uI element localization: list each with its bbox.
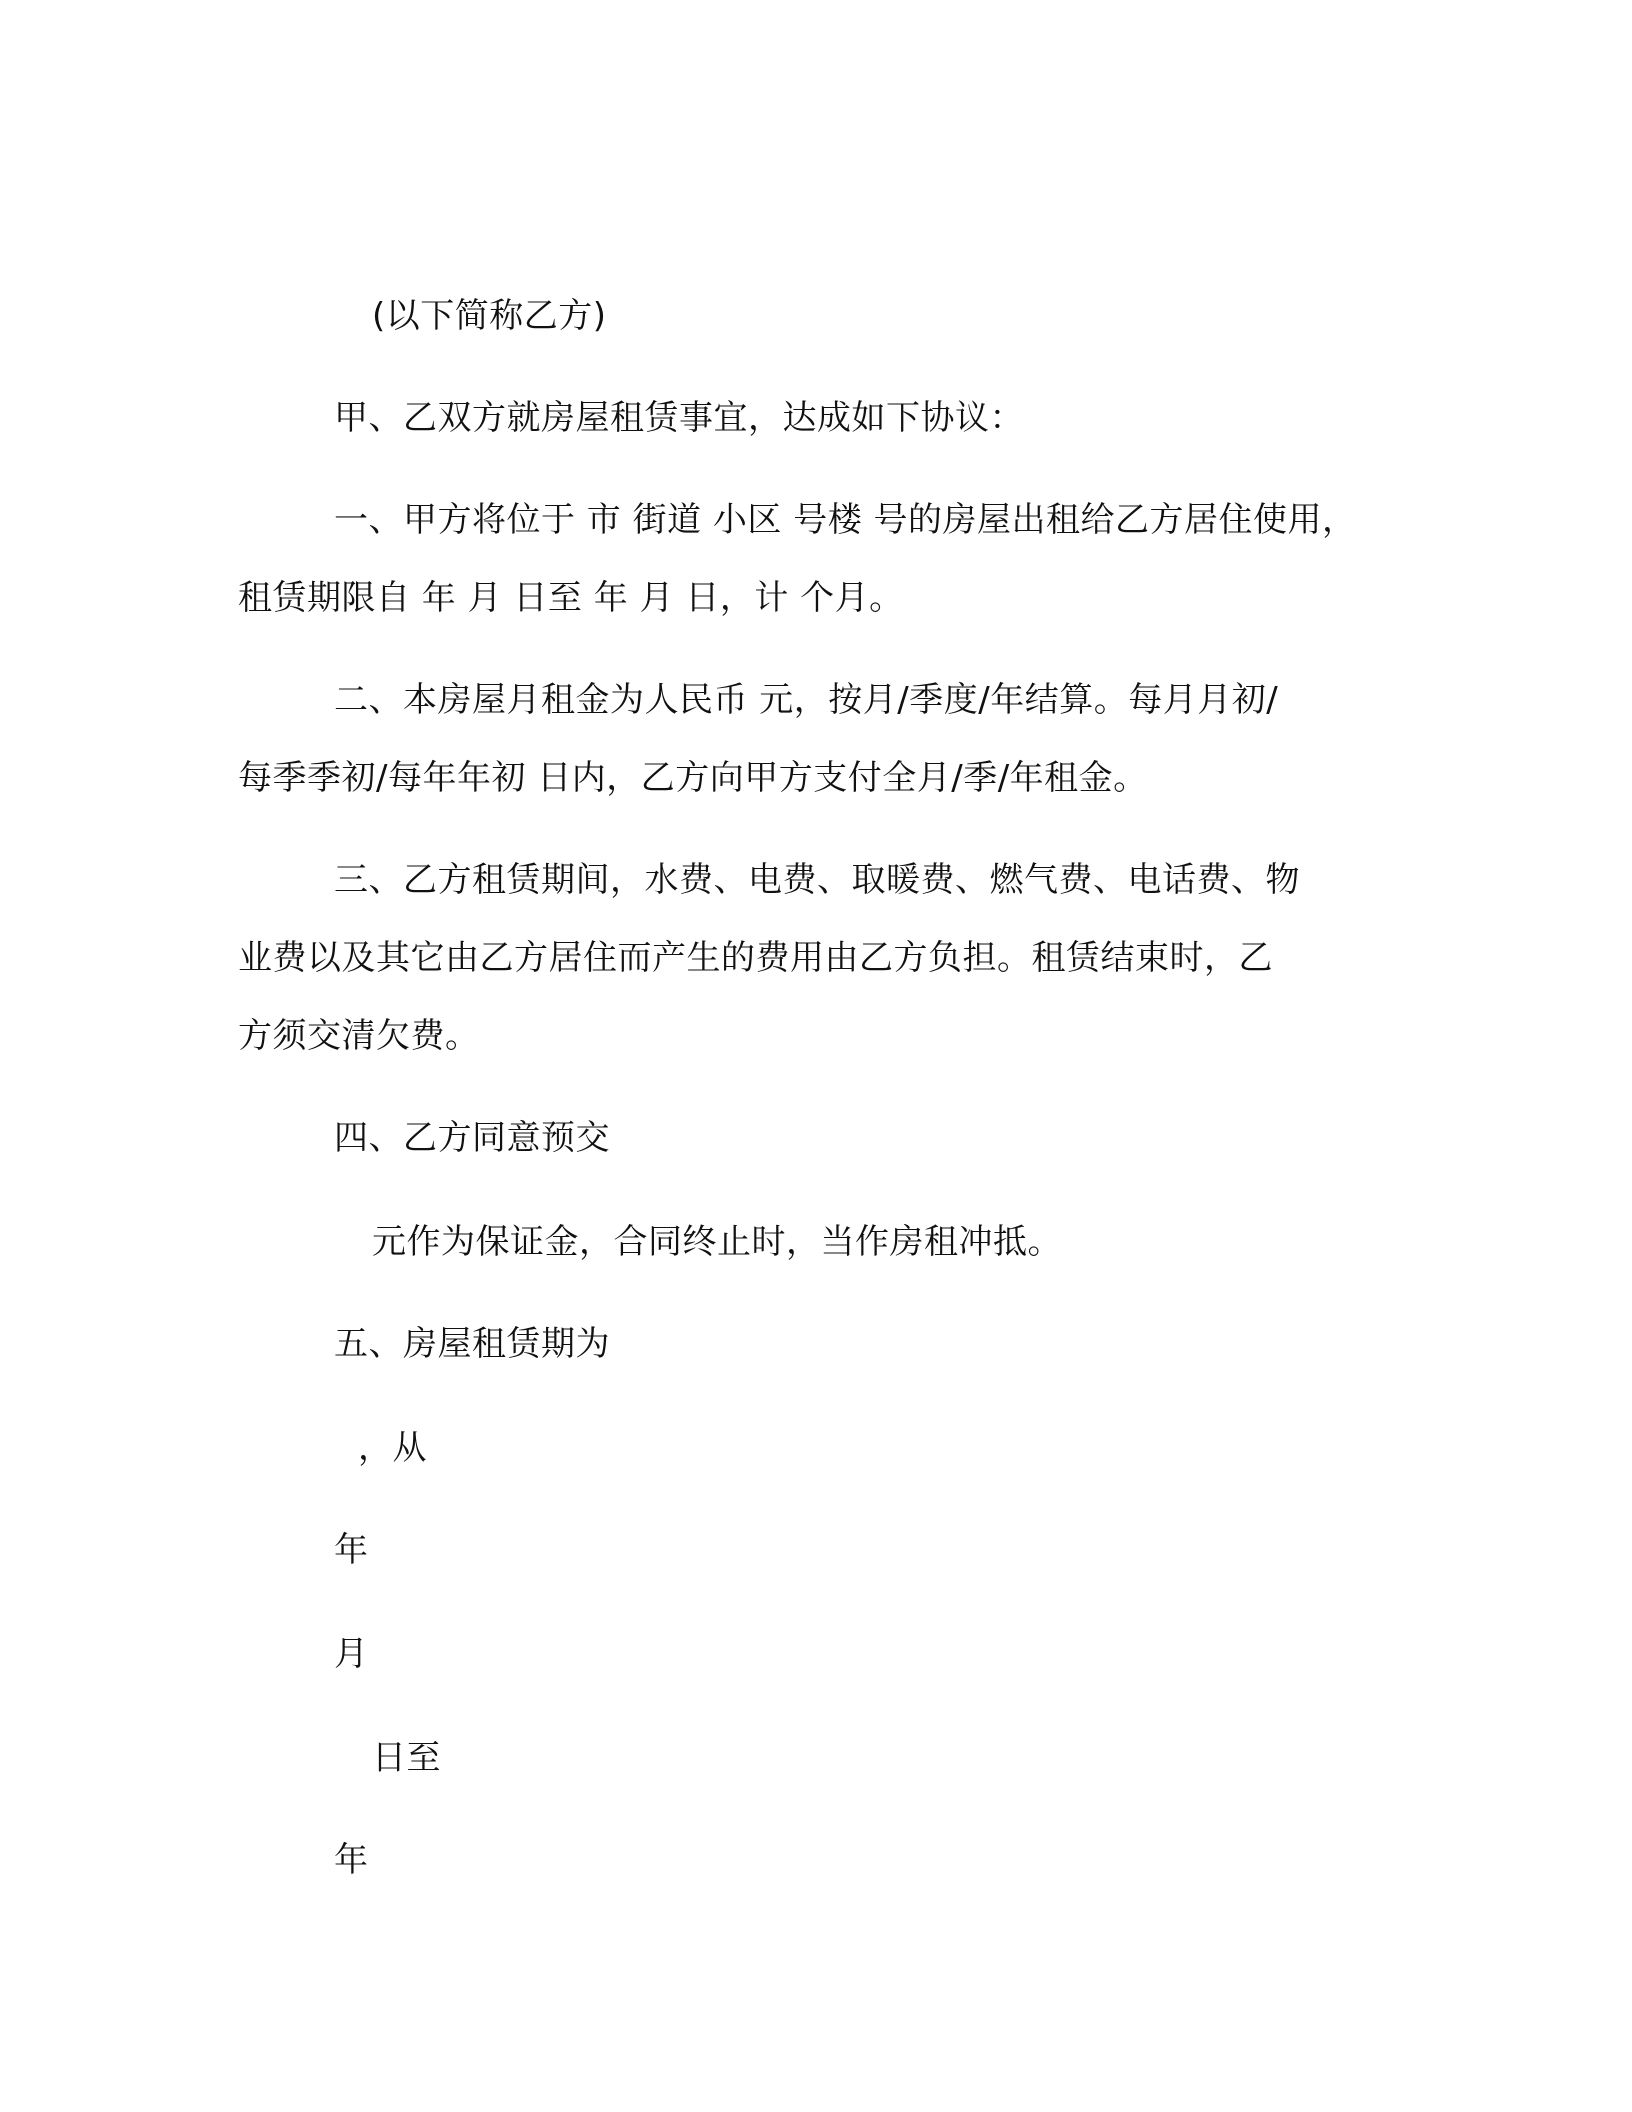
party-b-note: (以下简称乙方) xyxy=(372,296,607,336)
clause-5-day-to: 日至 xyxy=(372,1738,441,1778)
clause-3-line-3: 方须交清欠费。 xyxy=(238,1016,480,1056)
clause-5-from: ，从 xyxy=(358,1428,427,1468)
clause-5-line-1: 五、房屋租赁期为 xyxy=(334,1324,610,1364)
clause-4-line-2: 元作为保证金，合同终止时，当作房租冲抵。 xyxy=(372,1222,1062,1262)
clause-3-line-1: 三、乙方租赁期间，水费、电费、取暖费、燃气费、电话费、物 xyxy=(334,860,1300,900)
clause-2-line-2: 每季季初/每年年初 日内，乙方向甲方支付全月/季/年租金。 xyxy=(238,758,1148,798)
clause-2-line-1: 二、本房屋月租金为人民币 元，按月/季度/年结算。每月月初/ xyxy=(334,680,1279,720)
clause-4-line-1: 四、乙方同意预交 xyxy=(334,1118,610,1158)
clause-5-year-2: 年 xyxy=(334,1840,369,1880)
clause-5-year-1: 年 xyxy=(334,1530,369,1570)
clause-1-line-2: 租赁期限自 年 月 日至 年 月 日，计 个月。 xyxy=(238,578,904,618)
clause-1-line-1: 一、甲方将位于 市 街道 小区 号楼 号的房屋出租给乙方居住使用， xyxy=(334,500,1357,540)
preamble-text: 甲、乙双方就房屋租赁事宜，达成如下协议： xyxy=(334,398,1024,438)
clause-3-line-2: 业费以及其它由乙方居住而产生的费用由乙方负担。租赁结束时，乙 xyxy=(238,938,1273,978)
clause-5-month: 月 xyxy=(334,1634,369,1674)
